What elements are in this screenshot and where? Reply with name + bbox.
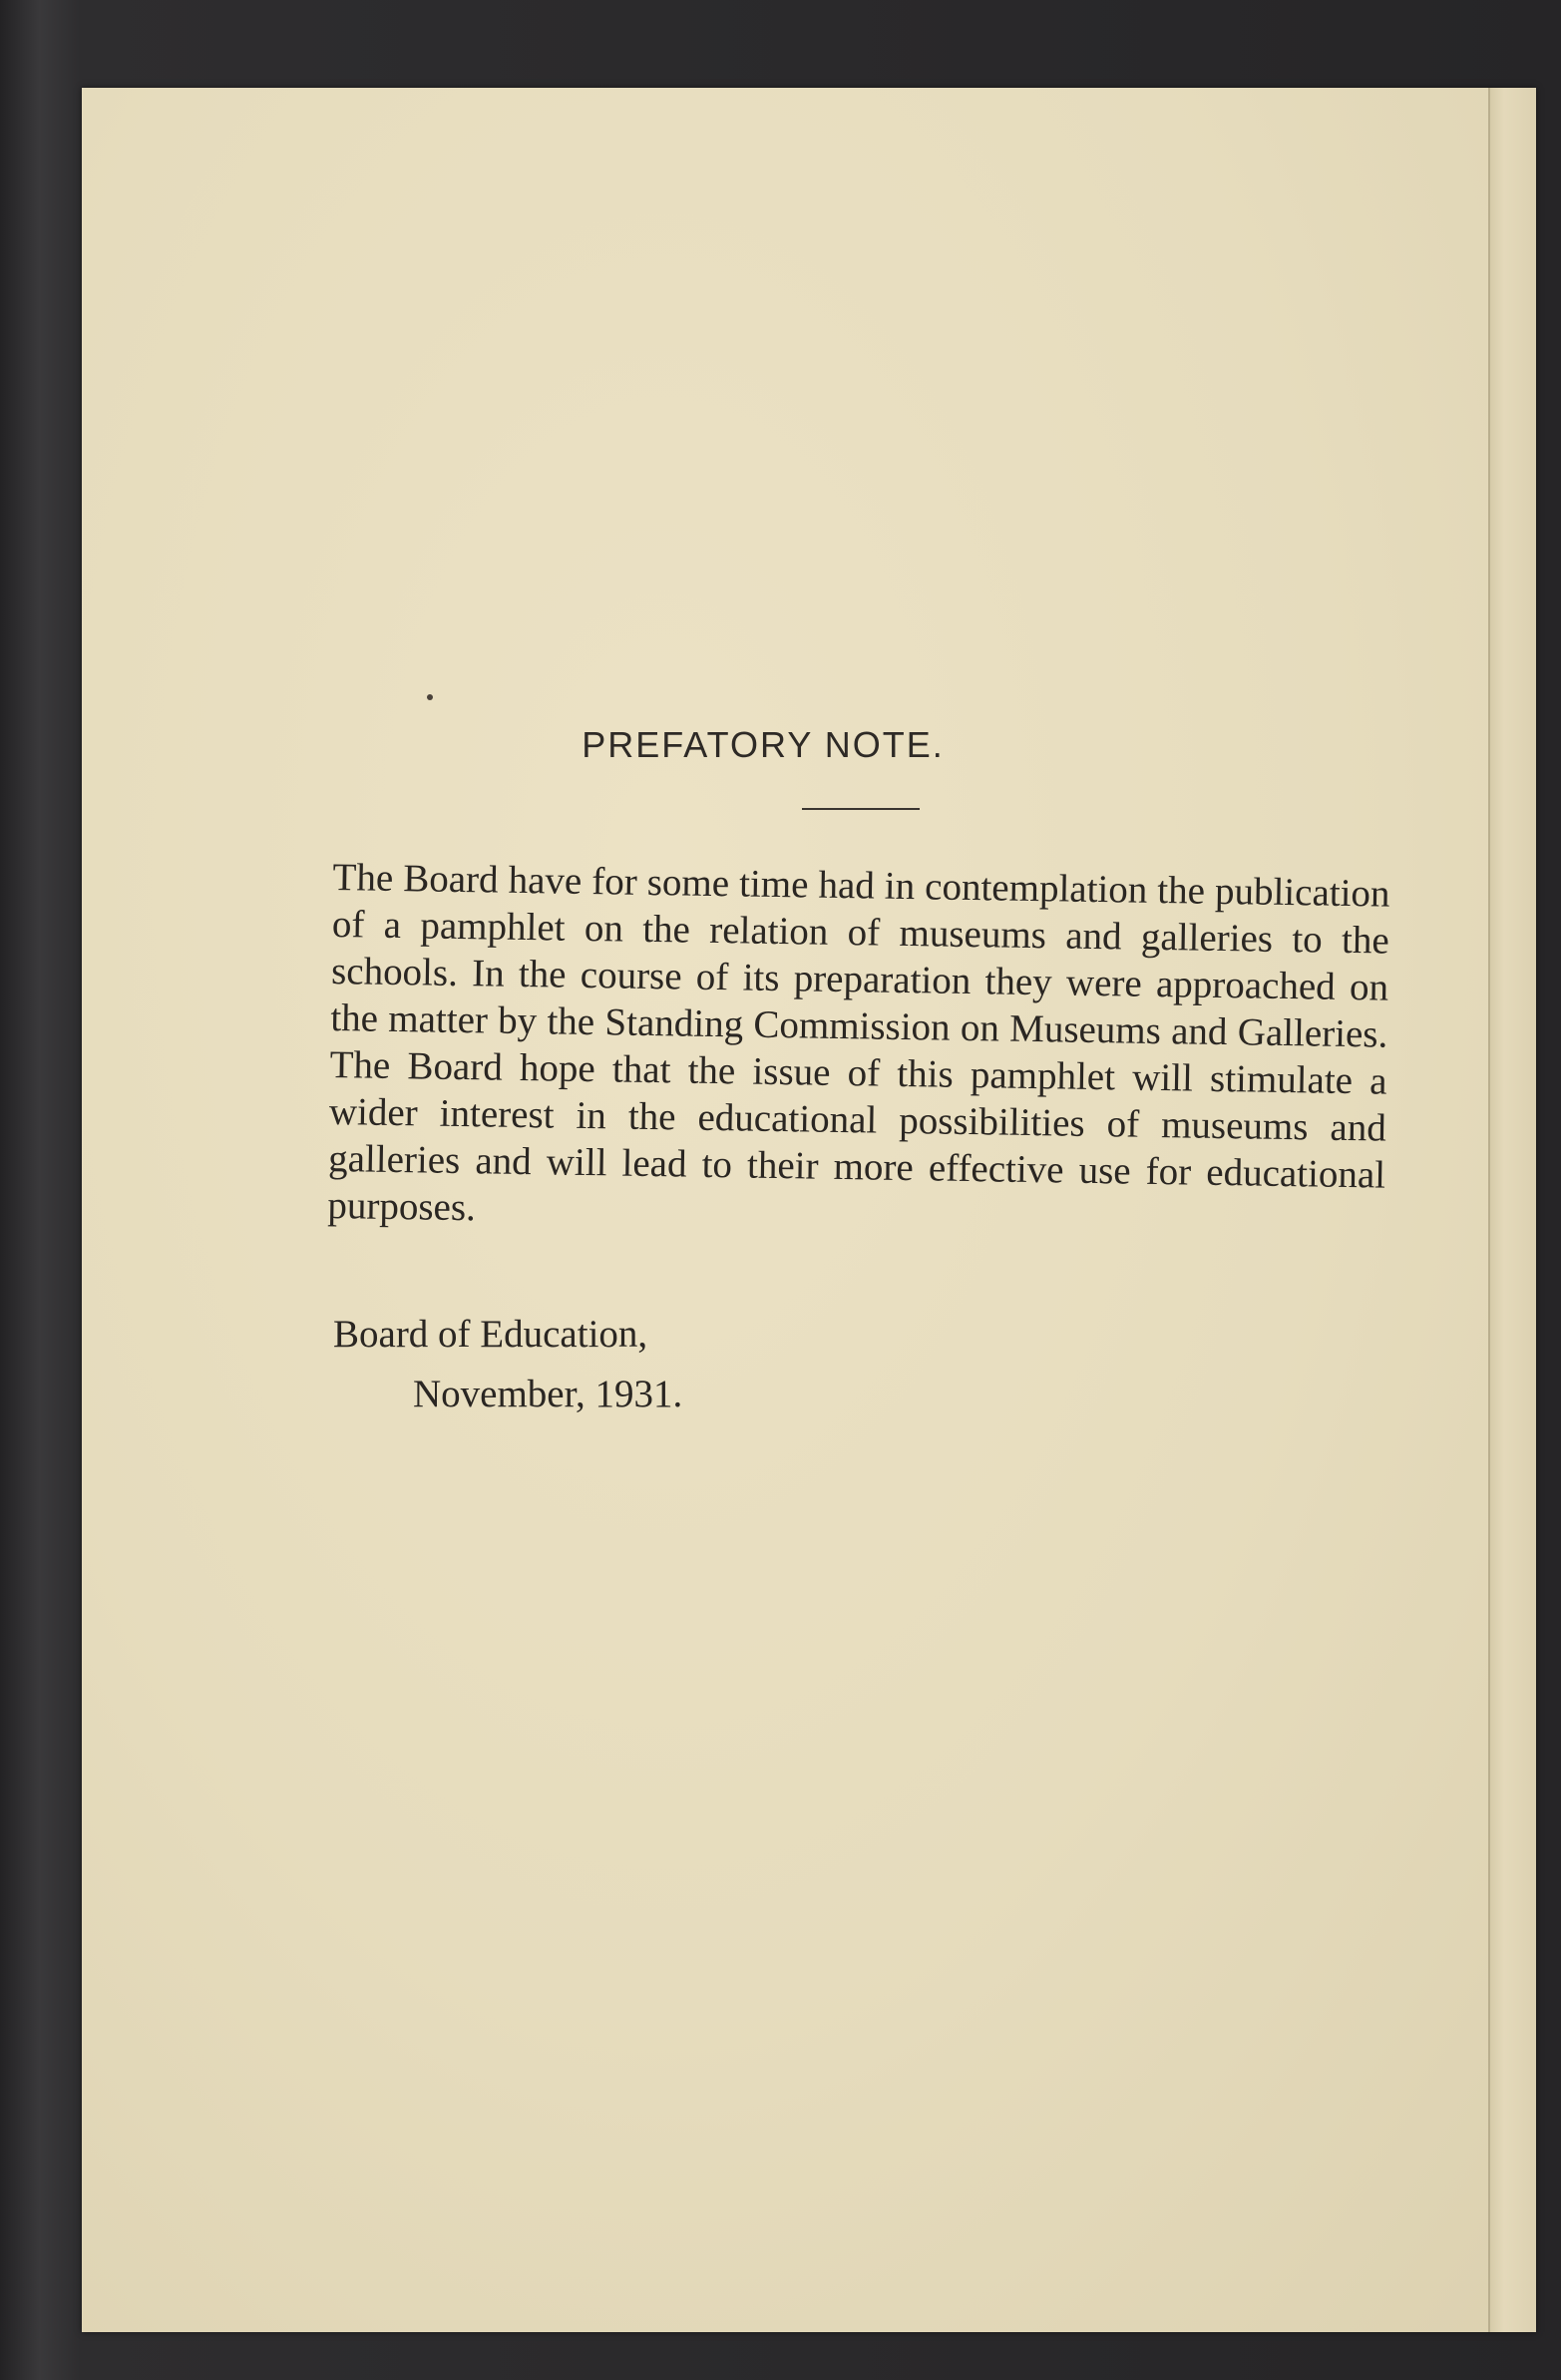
page-edge — [1488, 88, 1536, 2332]
ink-speck — [427, 694, 433, 700]
page-title: PREFATORY NOTE. — [582, 724, 945, 765]
signature-line: Board of Education, — [333, 1313, 648, 1356]
title-rule — [802, 808, 920, 810]
date-line: November, 1931. — [413, 1373, 683, 1415]
body-paragraph: The Board have for some time had in contemplation the publication of a pamphlet on the relation of museums and galleries to the schools. In the course of its preparation they were approached on the matter by the Standing Commission on Museums and Galleries. The Board hope that the issue of this pamphlet will stimulate a wider interest in the educational possibilities of museums and galleries and will lead to their more effective use for educational purposes. — [327, 855, 1390, 1230]
document-page — [82, 88, 1536, 2332]
signature-block — [333, 1305, 682, 1424]
